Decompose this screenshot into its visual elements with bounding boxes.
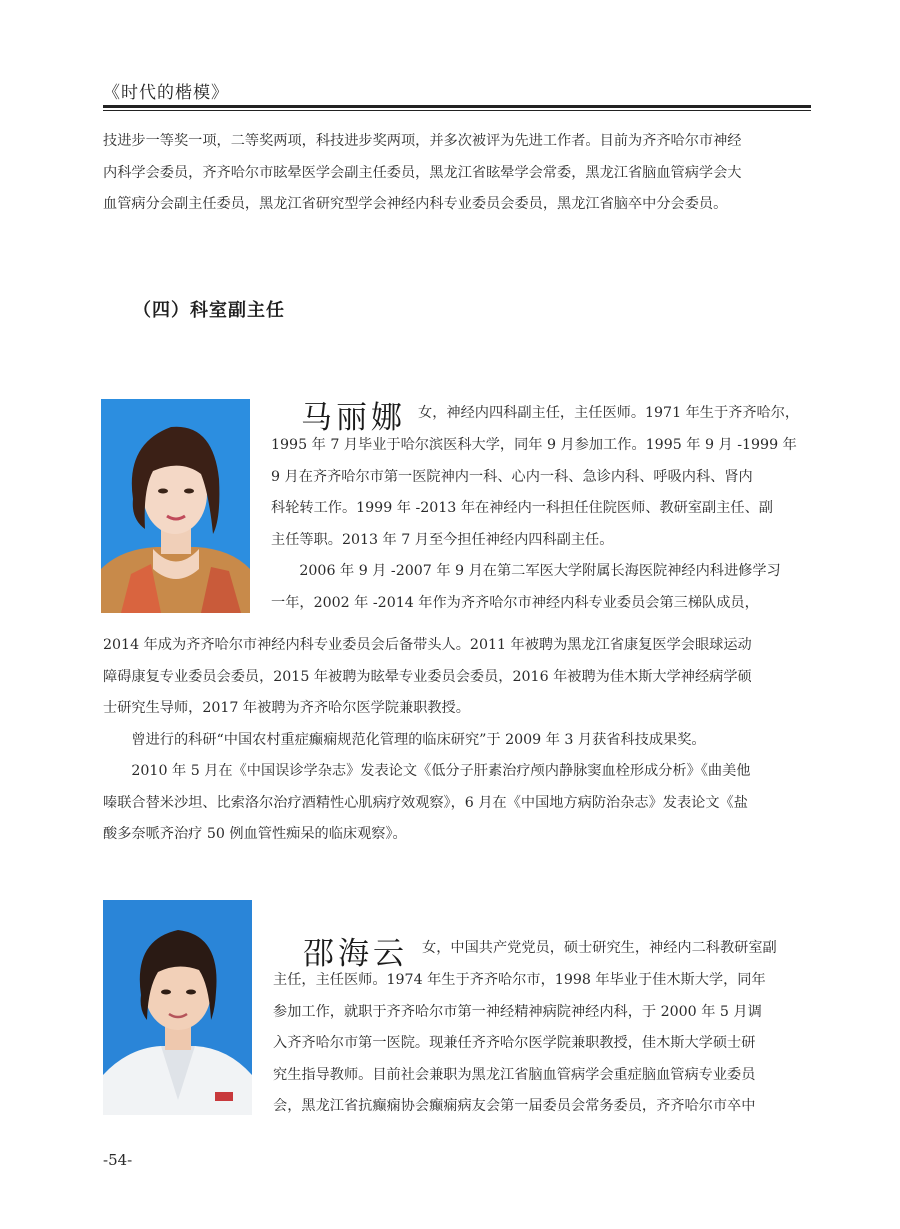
bio-line: 曾进行的科研“中国农村重症癫痫规范化管理的临床研究”于 2009 年 3 月获省科技成果奖。 [103, 731, 706, 748]
bio-line: 9 月在齐齐哈尔市第一医院神内一科、心内一科、急诊内科、呼吸内科、肾内 [271, 468, 753, 485]
portrait-photo-ma-lina [101, 399, 250, 613]
intro-line: 内科学会委员，齐齐哈尔市眩晕医学会副主任委员，黑龙江省眩晕学会常委，黑龙江省脑血管病学会大 [103, 164, 742, 181]
bio-line: 入齐齐哈尔市第一医院。现兼任齐齐哈尔医学院兼职教授，佳木斯大学硕士研 [273, 1035, 756, 1051]
intro-paragraph [103, 126, 813, 221]
bio-line: 参加工作，就职于齐齐哈尔市第一神经精神病院神经内科，于 2000 年 5 月调 [273, 1003, 762, 1020]
bio-line: 主任，主任医师。1974 年生于齐齐哈尔市，1998 年毕业于佳木斯大学，同年 [273, 972, 766, 988]
person-name-shao-haiyun: 邵海云 [303, 936, 408, 972]
book-title-header: 《时代的楷模》 [103, 83, 229, 103]
person1-first-line [418, 398, 799, 430]
page-number: -54- [103, 1151, 133, 1169]
bio-line: 科轮转工作。1999 年 -2013 年在神经内一科担任住院医师、教研室副主任、副 [271, 500, 773, 516]
portrait-illustration [101, 399, 250, 613]
bio-line: 嗪联合替米沙坦、比索洛尔治疗酒精性心肌病疗效观察》，6 月在《中国地方病防治杂志》发表论文《盐 [103, 794, 748, 811]
bio-line: 一年，2002 年 -2014 年作为齐齐哈尔市神经内科专业委员会第三梯队成员， [271, 594, 759, 611]
bio-line: 2010 年 5 月在《中国误诊学杂志》发表论文《低分子肝素治疗颅内静脉窦血栓形成分析》《曲美他 [103, 763, 751, 779]
bio-line: 1995 年 7 月毕业于哈尔滨医科大学，同年 9 月参加工作。1995 年 9 月 -1999 年 [271, 437, 797, 453]
person2-first-line [422, 933, 777, 965]
bio-line: 女，神经内四科副主任，主任医师。1971 年生于齐齐哈尔， [418, 405, 800, 421]
person-name-ma-lina: 马丽娜 [301, 400, 406, 436]
intro-line: 技进步一等奖一项，二等奖两项，科技进步奖两项，并多次被评为先进工作者。目前为齐齐哈尔市神经 [103, 133, 742, 149]
bio-line: 酸多奈哌齐治疗 50 例血管性痴呆的临床观察》。 [103, 826, 407, 842]
bio-line: 障碍康复专业委员会委员，2015 年被聘为眩晕专业委员会委员，2016 年被聘为佳木斯大学神经病学硕 [103, 668, 752, 685]
section-heading: （四）科室副主任 [133, 300, 285, 321]
bio-line: 2006 年 9 月 -2007 年 9 月在第二军医大学附属长海医院神经内科进修学习 [271, 563, 781, 579]
portrait-photo-shao-haiyun [103, 900, 252, 1115]
bio-line: 究生指导教师。目前社会兼职为黑龙江省脑血管病学会重症脑血管病专业委员 [273, 1066, 756, 1083]
intro-line: 血管病分会副主任委员，黑龙江省研究型学会神经内科专业委员会委员，黑龙江省脑卒中分会委员。 [103, 196, 728, 212]
header-rule-thin [103, 110, 811, 111]
person1-bio-full-width [103, 630, 815, 851]
bio-line: 2014 年成为齐齐哈尔市神经内科专业委员会后备带头人。2011 年被聘为黑龙江省康复医学会眼球运动 [103, 637, 752, 653]
portrait-illustration [103, 900, 252, 1115]
person2-bio-beside-photo [273, 965, 814, 1123]
header-rule-thick [103, 105, 811, 108]
bio-line: 主任等职。2013 年 7 月至今担任神经内四科副主任。 [271, 531, 614, 548]
bio-line: 女，中国共产党党员，硕士研究生，神经内二科教研室副 [422, 940, 777, 956]
person1-bio-beside-photo [271, 430, 814, 619]
bio-line: 会，黑龙江省抗癫痫协会癫痫病友会第一届委员会常务委员，齐齐哈尔市卒中 [273, 1098, 756, 1114]
bio-line: 士研究生导师，2017 年被聘为齐齐哈尔医学院兼职教授。 [103, 700, 470, 716]
